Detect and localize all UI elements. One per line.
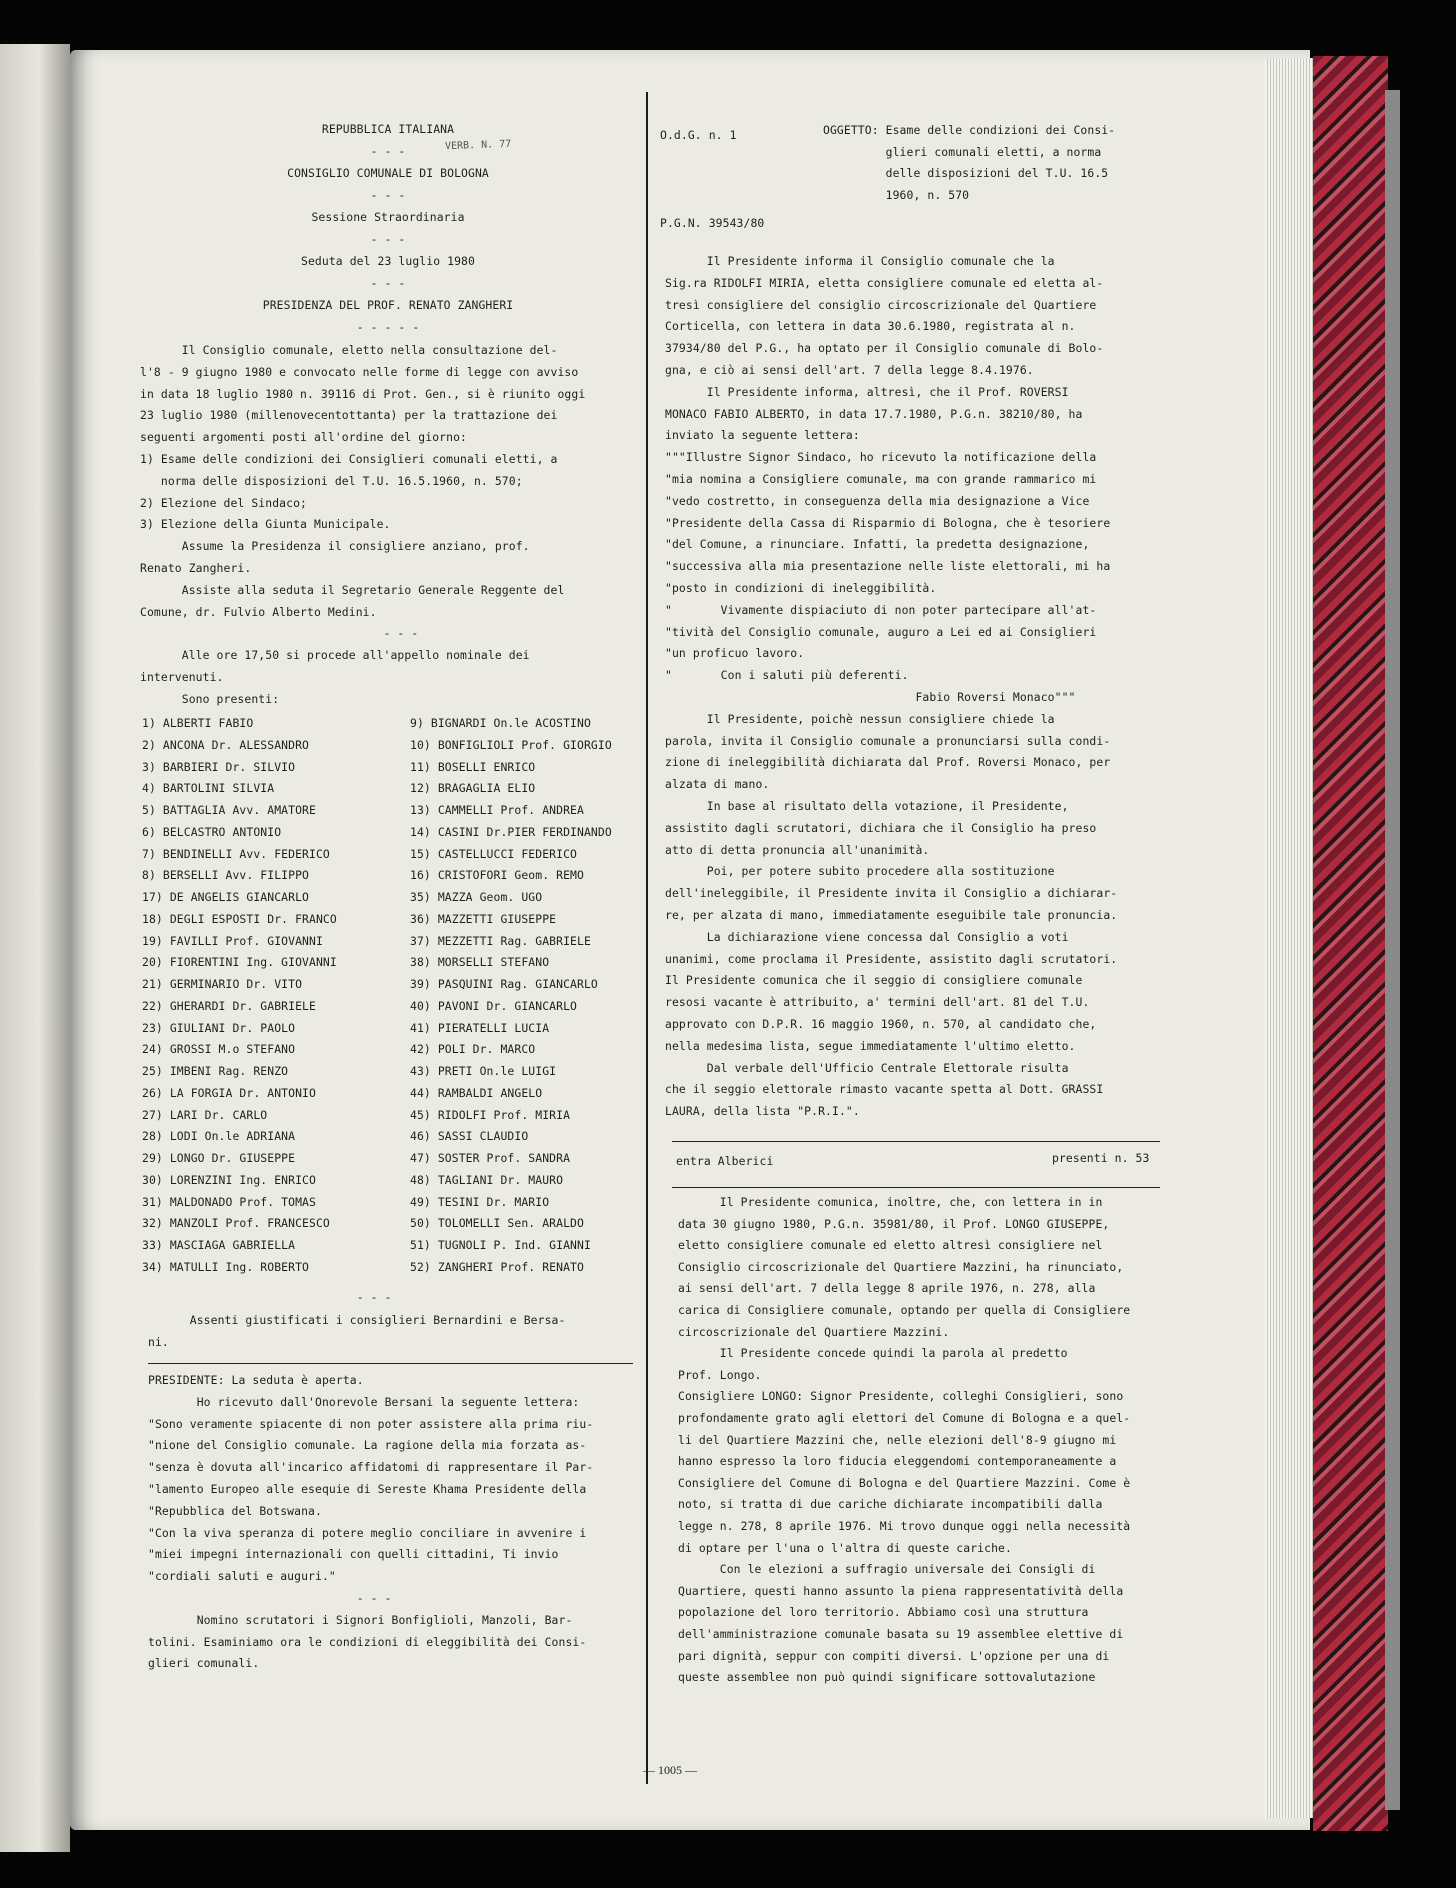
right-body-line: "successiva alla mia presentazione nelle liste elettorali, mi ha (665, 559, 1111, 574)
right-body2-line: carica di Consigliere comunale, optando per quella di Consigliere (678, 1303, 1131, 1317)
verbale-stamp: VERB. N. 77 (444, 138, 512, 153)
right-body2-line: Prof. Longo. (678, 1367, 762, 1382)
header-presidency: PRESIDENZA DEL PROF. RENATO ZANGHERI (262, 298, 514, 312)
present-member-left: 31) MALDONADO Prof. TOMAS (142, 1194, 316, 1209)
president-line: - - - (148, 1591, 392, 1605)
header-separator: - - - (370, 276, 406, 290)
present-member-right: 39) PASQUINI Rag. GIANCARLO (410, 977, 598, 991)
intro-line: seguenti argomenti posti all'ordine del giorno: (140, 430, 468, 445)
header-republic: REPUBBLICA ITALIANA (321, 122, 455, 136)
right-body-line: zione di ineleggibilità dichiarata dal Prof. Roversi Monaco, per (665, 755, 1111, 770)
president-line: "Sono veramente spiacente di non poter assistere alla prima riu- (148, 1416, 594, 1431)
president-opening: PRESIDENTE: La seduta è aperta. (148, 1373, 364, 1387)
present-member-right: 40) PAVONI Dr. GIANCARLO (410, 998, 577, 1013)
right-body2-line: hanno espresso la loro fiducia eleggendomi contemporaneamente a (678, 1454, 1117, 1469)
present-member-left: 29) LONGO Dr. GIUSEPPE (142, 1151, 296, 1165)
present-member-right: 11) BOSELLI ENRICO (410, 759, 536, 774)
present-member-left: 3) BARBIERI Dr. SILVIO (142, 759, 296, 774)
president-line: "lamento Europeo alle esequie di Sereste Khama Presidente della (148, 1482, 587, 1496)
present-member-left: 25) IMBENI Rag. RENZO (142, 1064, 289, 1078)
present-member-left: 32) MANZOLI Prof. FRANCESCO (142, 1216, 330, 1231)
absent-line: - - - (148, 1290, 392, 1304)
right-body-line: " Con i saluti più deferenti. (665, 668, 909, 683)
right-body2-line: Il Presidente concede quindi la parola al predetto (678, 1346, 1068, 1361)
right-body-line: dell'ineleggibile, il Presidente invita il Consiglio a dichiarar- (665, 886, 1118, 901)
entry-divider-top (672, 1141, 1160, 1142)
right-body-line: unanimi, come proclama il Presidente, assistito dagli scrutatori. (665, 951, 1118, 966)
intro-line: Assiste alla seduta il Segretario Generale Reggente del (140, 582, 565, 597)
present-member-left: 19) FAVILLI Prof. GIOVANNI (142, 933, 323, 948)
right-body-line: re, per alzata di mano, immediatamente eseguibile tale pronuncia. (665, 908, 1118, 922)
intro-line: - - - (140, 626, 419, 641)
present-member-left: 17) DE ANGELIS GIANCARLO (142, 890, 309, 904)
present-member-left: 5) BATTAGLIA Avv. AMATORE (142, 803, 316, 817)
right-body-line: LAURA, della lista "P.R.I.". (665, 1104, 860, 1119)
president-line: glieri comunali. (148, 1656, 260, 1671)
right-body-line: Il Presidente comunica che il seggio di consigliere comunale (665, 973, 1083, 988)
right-body2-line: pari dignità, seppur con compiti diversi. L'opzione per una di (678, 1648, 1110, 1663)
present-member-right: 49) TESINI Dr. MARIO (410, 1194, 550, 1209)
right-body-line: Dal verbale dell'Ufficio Centrale Elettorale risulta (665, 1060, 1069, 1075)
intro-line: Comune, dr. Fulvio Alberto Medini. (140, 604, 377, 619)
intro-line: in data 18 luglio 1980 n. 39116 di Prot. Gen., si è riunito oggi (140, 386, 586, 401)
right-body2-line: profondamente grato agli elettori del Comune di Bologna e a quel- (678, 1411, 1131, 1425)
intro-line: intervenuti. (140, 670, 224, 684)
present-member-right: 38) MORSELLI STEFANO (410, 955, 550, 970)
right-body2-line: circoscrizionale del Quartiere Mazzini. (678, 1324, 950, 1339)
right-body2-line: Consiglio circoscrizionale del Quartiere Mazzini, ha rinunciato, (678, 1259, 1124, 1274)
present-count: presenti n. 53 (1052, 1151, 1150, 1165)
odg-subject-line: glieri comunali eletti, a norma (823, 144, 1102, 159)
right-body-line: 37934/80 del P.G., ha optato per il Consiglio comunale di Bolo- (665, 341, 1104, 356)
present-member-right: 14) CASINI Dr.PIER FERDINANDO (410, 824, 612, 839)
right-body-line: "del Comune, a rinunciare. Infatti, la predetta designazione, (665, 537, 1090, 552)
column-divider (646, 92, 648, 1784)
right-body-line: "tività del Consiglio comunale, auguro a Lei ed ai Consiglieri (665, 624, 1097, 639)
present-member-right: 13) CAMMELLI Prof. ANDREA (410, 803, 584, 817)
intro-line: 1) Esame delle condizioni dei Consiglieri comunali eletti, a (140, 452, 558, 466)
right-body-line: Il Presidente informa il Consiglio comunale che la (665, 254, 1055, 268)
right-body-line: La dichiarazione viene concessa dal Consiglio a voti (665, 929, 1069, 944)
present-member-right: 51) TUGNOLI P. Ind. GIANNI (410, 1238, 591, 1252)
odg-pgn: P.G.N. 39543/80 (660, 216, 765, 230)
present-member-right: 41) PIERATELLI LUCIA (410, 1020, 550, 1035)
entry-note: entra Alberici (676, 1154, 774, 1168)
present-member-left: 24) GROSSI M.o STEFANO (142, 1042, 296, 1057)
right-body-line: Il Presidente informa, altresì, che il Prof. ROVERSI (665, 384, 1069, 399)
present-member-right: 46) SASSI CLAUDIO (410, 1129, 529, 1144)
intro-line: Renato Zangheri. (140, 561, 252, 575)
page-block-shadow (1385, 90, 1400, 1810)
present-member-right: 43) PRETI On.le LUIGI (410, 1064, 557, 1078)
right-body2-line: Consigliere del Comune di Bologna e del Quartiere Mazzini. Come è (678, 1475, 1131, 1490)
present-member-left: 26) LA FORGIA Dr. ANTONIO (142, 1085, 316, 1100)
page-stack-edges (1265, 58, 1313, 1818)
present-member-right: 47) SOSTER Prof. SANDRA (410, 1151, 571, 1165)
intro-line: Il Consiglio comunale, eletto nella consultazione del- (140, 343, 558, 357)
present-member-right: 42) POLI Dr. MARCO (410, 1042, 536, 1057)
right-body2-line: legge n. 278, 8 aprile 1976. Mi trovo dunque oggi nella necessità (678, 1519, 1131, 1533)
right-body-line: parola, invita il Consiglio comunale a pronunciarsi sulla condi- (665, 733, 1111, 748)
present-member-left: 2) ANCONA Dr. ALESSANDRO (142, 737, 309, 752)
present-member-left: 22) GHERARDI Dr. GABRIELE (142, 998, 316, 1013)
header-separator: - - - (370, 144, 406, 158)
present-member-right: 12) BRAGAGLIA ELIO (410, 781, 536, 796)
president-line: "Repubblica del Botswana. (148, 1503, 322, 1518)
president-line: Nomino scrutatori i Signori Bonfiglioli, Manzoli, Bar- (148, 1612, 573, 1627)
header-council: CONSIGLIO COMUNALE DI BOLOGNA (287, 166, 489, 180)
right-body-line: inviato la seguente lettera: (665, 428, 860, 443)
present-member-right: 37) MEZZETTI Rag. GABRIELE (410, 933, 591, 948)
president-line: "Con la viva speranza di potere meglio conciliare in avvenire i (148, 1525, 587, 1540)
right-body2-line: Con le elezioni a suffragio universale dei Consigli di (678, 1562, 1096, 1577)
president-line: tolini. Esaminiamo ora le condizioni di eleggibilità dei Consi- (148, 1634, 587, 1649)
absent-line: Assenti giustificati i consiglieri Bernardini e Bersa- (148, 1312, 566, 1327)
present-member-right: 9) BIGNARDI On.le ACOSTINO (410, 716, 591, 730)
right-body-line: Fabio Roversi Monaco""" (665, 690, 1076, 704)
odg-subject-line: OGGETTO: Esame delle condizioni dei Consi- (823, 123, 1116, 137)
right-body-line: Poi, per potere subito procedere alla sostituzione (665, 864, 1055, 879)
present-member-right: 44) RAMBALDI ANGELO (410, 1085, 543, 1100)
odg-subject-line: 1960, n. 570 (823, 187, 970, 202)
right-body-line: " Vivamente dispiaciuto di non poter partecipare all'at- (665, 602, 1097, 617)
header-separator: - - - (370, 232, 406, 246)
present-member-right: 45) RIDOLFI Prof. MIRIA (410, 1107, 571, 1122)
absent-line: ni. (148, 1335, 169, 1349)
present-member-right: 35) MAZZA Geom. UGO (410, 890, 543, 904)
present-member-right: 15) CASTELLUCCI FEDERICO (410, 846, 577, 861)
right-body-line: Il Presidente, poichè nessun consigliere chiede la (665, 711, 1055, 726)
right-body-line: In base al risultato della votazione, il Presidente, (665, 799, 1069, 813)
page-number: — 1005 — (643, 1763, 697, 1777)
right-body-line: "Presidente della Cassa di Risparmio di Bologna, che è tesoriere (665, 515, 1111, 530)
right-body-line: MONACO FABIO ALBERTO, in data 17.7.1980, P.G.n. 38210/80, ha (665, 406, 1083, 421)
section-divider (148, 1363, 633, 1364)
present-member-left: 7) BENDINELLI Avv. FEDERICO (142, 846, 330, 861)
present-member-right: 48) TAGLIANI Dr. MAURO (410, 1172, 564, 1187)
header-sitting: Seduta del 23 luglio 1980 (301, 254, 475, 268)
header-separator: - - - (370, 188, 406, 202)
right-body-line: nella medesima lista, segue immediatamente l'ultimo eletto. (665, 1038, 1076, 1053)
right-body-line: alzata di mano. (665, 777, 770, 792)
right-body-line: Sig.ra RIDOLFI MIRIA, eletta consigliere comunale ed eletta al- (665, 275, 1104, 290)
intro-line: Alle ore 17,50 si procede all'appello nominale dei (140, 648, 530, 663)
present-member-left: 18) DEGLI ESPOSTI Dr. FRANCO (142, 911, 337, 926)
right-body-line: resosi vacante è attribuito, a' termini dell'art. 81 del T.U. (665, 995, 1090, 1010)
right-body-line: approvato con D.P.R. 16 maggio 1960, n. 570, al candidato che, (665, 1017, 1097, 1031)
right-body2-line: popolazione del loro territorio. Abbiamo così una struttura (678, 1605, 1089, 1620)
right-body-line: "un proficuo lavoro. (665, 646, 805, 661)
right-body-line: assistito dagli scrutatori, dichiara che il Consiglio ha preso (665, 820, 1097, 835)
right-body2-line: Il Presidente comunica, inoltre, che, con lettera in in (678, 1195, 1103, 1209)
right-body-line: "mia nomina a Consigliere comunale, ma con grande rammarico mi (665, 472, 1097, 486)
right-body2-line: li del Quartiere Mazzini che, nelle elezioni dell'8-9 giugno mi (678, 1432, 1117, 1447)
right-body-line: "vedo costretto, in conseguenza della mia designazione a Vice (665, 493, 1090, 508)
intro-line: Sono presenti: (140, 691, 280, 706)
intro-line: norma delle disposizioni del T.U. 16.5.1960, n. 570; (140, 473, 523, 488)
present-member-left: 23) GIULIANI Dr. PAOLO (142, 1020, 296, 1035)
present-member-right: 52) ZANGHERI Prof. RENATO (410, 1259, 584, 1274)
odg-subject-line: delle disposizioni del T.U. 16.5 (823, 166, 1109, 180)
present-member-left: 28) LODI On.le ADRIANA (142, 1129, 296, 1144)
intro-line: 2) Elezione del Sindaco; (140, 495, 307, 510)
right-body-line: gna, e ciò ai sensi dell'art. 7 della legge 8.4.1976. (665, 363, 1034, 377)
present-member-left: 4) BARTOLINI SILVIA (142, 781, 275, 796)
present-member-right: 50) TOLOMELLI Sen. ARALDO (410, 1216, 584, 1231)
entry-divider-bottom (672, 1187, 1160, 1188)
header-separator: - - - - - (356, 320, 420, 334)
right-body2-line: queste assemblee non può quindi significare sottovalutazione (678, 1670, 1096, 1685)
right-body-line: Corticella, con lettera in data 30.6.1980, registrata al n. (665, 319, 1076, 334)
right-body-line: atto di detta pronuncia all'unanimità. (665, 842, 930, 857)
book-cover-marbled (1313, 56, 1388, 1831)
intro-line: 3) Elezione della Giunta Municipale. (140, 517, 391, 532)
president-line: "cordiali saluti e auguri." (148, 1569, 336, 1584)
right-body2-line: data 30 giugno 1980, P.G.n. 35981/80, il Prof. LONGO GIUSEPPE, (678, 1216, 1110, 1231)
present-member-left: 8) BERSELLI Avv. FILIPPO (142, 868, 309, 883)
odg-number: O.d.G. n. 1 (660, 128, 737, 142)
president-line: "senza è dovuta all'incarico affidatomi di rappresentare il Par- (148, 1460, 594, 1475)
president-line: "nione del Consiglio comunale. La ragione della mia forzata as- (148, 1438, 587, 1453)
right-body-line: """Illustre Signor Sindaco, ho ricevuto la notificazione della (665, 450, 1097, 465)
intro-line: Assume la Presidenza il consigliere anziano, prof. (140, 539, 530, 554)
present-member-left: 1) ALBERTI FABIO (142, 716, 254, 730)
right-body-line: che il seggio elettorale rimasto vacante spetta al Dott. GRASSI (665, 1082, 1104, 1097)
right-body2-line: Consigliere LONGO: Signor Presidente, colleghi Consiglieri, sono (678, 1389, 1124, 1404)
right-body-line: "posto in condizioni di ineleggibilità. (665, 581, 937, 595)
right-body2-line: ai sensi dell'art. 7 della legge 8 aprile 1976, n. 278, alla (678, 1281, 1096, 1296)
right-body2-line: dell'amministrazione comunale basata su 19 assemblee elettive di (678, 1627, 1124, 1641)
present-member-left: 21) GERMINARIO Dr. VITO (142, 977, 303, 991)
present-member-right: 36) MAZZETTI GIUSEPPE (410, 911, 557, 926)
present-member-left: 20) FIORENTINI Ing. GIOVANNI (142, 955, 337, 970)
present-member-left: 34) MATULLI Ing. ROBERTO (142, 1259, 309, 1274)
present-member-right: 16) CRISTOFORI Geom. REMO (410, 868, 584, 883)
intro-line: 23 luglio 1980 (millenovecentottanta) per la trattazione dei (140, 408, 558, 423)
present-member-right: 10) BONFIGLIOLI Prof. GIORGIO (410, 737, 612, 752)
intro-line: l'8 - 9 giugno 1980 e convocato nelle forme di legge con avviso (140, 364, 579, 379)
present-member-left: 6) BELCASTRO ANTONIO (142, 824, 282, 839)
president-line: Ho ricevuto dall'Onorevole Bersani la seguente lettera: (148, 1394, 580, 1409)
right-body2-line: noto, si tratta di due cariche dichiarate incompatibili dalla (678, 1497, 1103, 1512)
right-body-line: tresì consigliere del consiglio circoscrizionale del Quartiere (665, 297, 1097, 312)
present-member-left: 33) MASCIAGA GABRIELLA (142, 1238, 296, 1252)
president-line: "miei impegni internazionali con quelli cittadini, Ti invio (148, 1547, 559, 1562)
present-member-left: 27) LARI Dr. CARLO (142, 1107, 268, 1122)
present-member-left: 30) LORENZINI Ing. ENRICO (142, 1172, 316, 1187)
header-session: Sessione Straordinaria (311, 210, 465, 224)
right-body2-line: Quartiere, questi hanno assunto la piena rappresentatività della (678, 1583, 1124, 1598)
right-body2-line: di optare per l'una o l'altra di queste cariche. (678, 1540, 1012, 1555)
previous-page-edge (0, 44, 70, 1852)
right-body2-line: eletto consigliere comunale ed eletto altresì consigliere nel (678, 1238, 1103, 1253)
